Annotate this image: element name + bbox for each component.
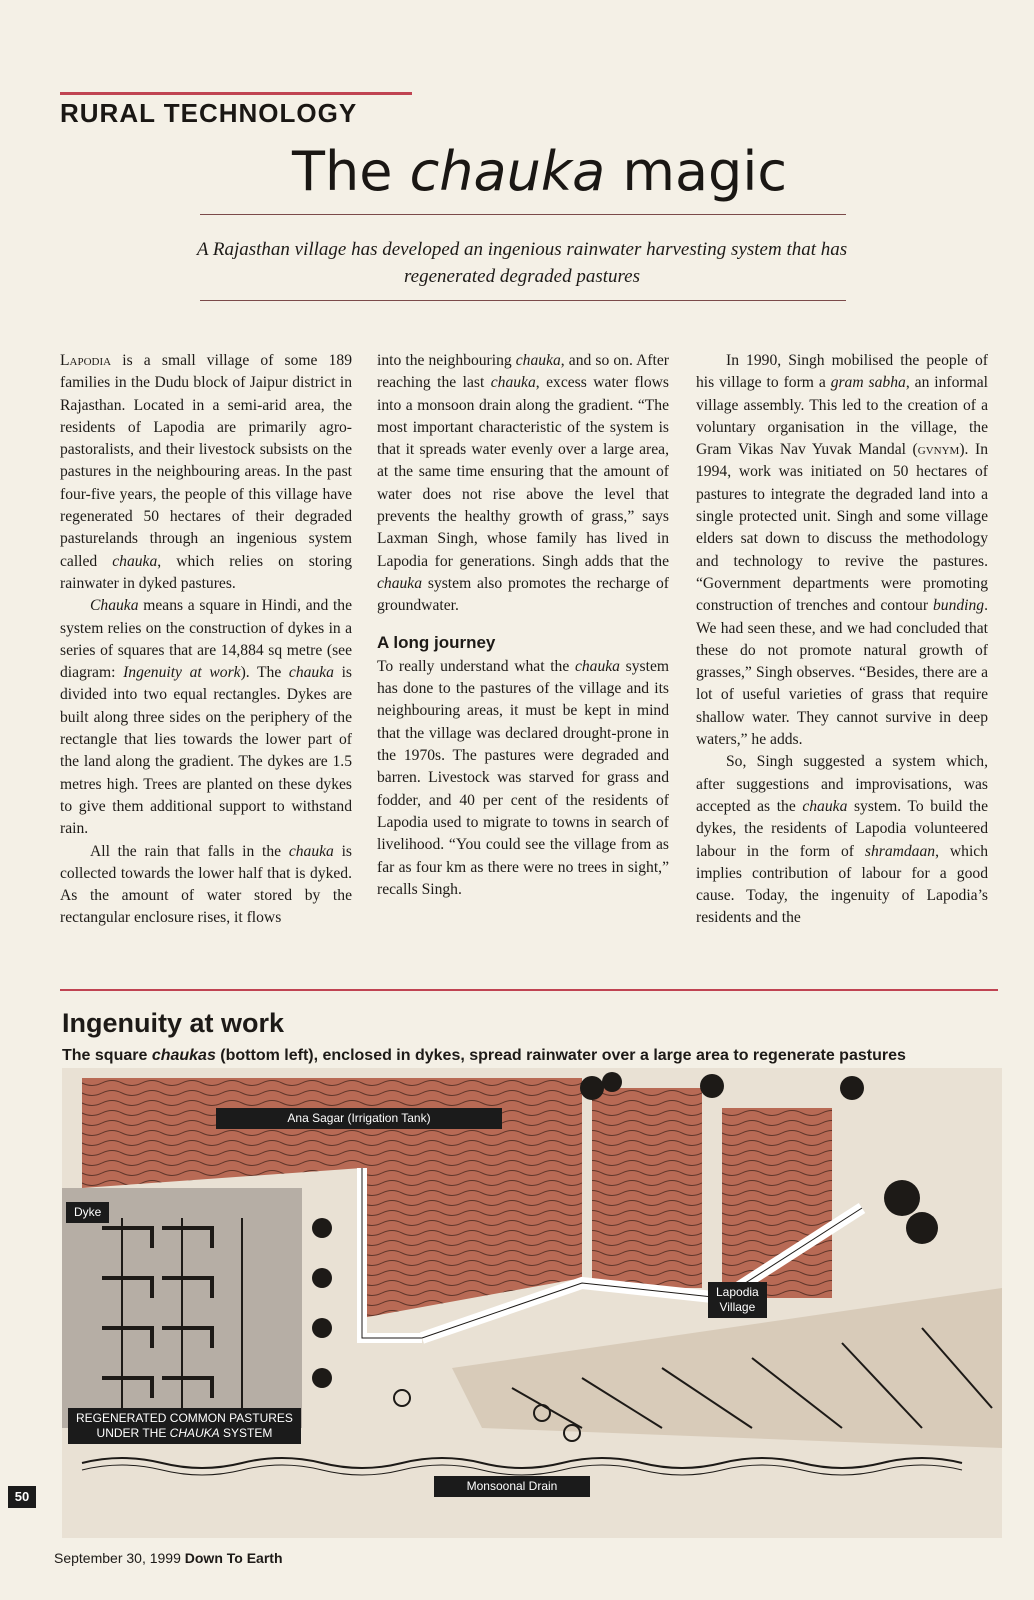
text: system. To build the dykes, the residents of Lapodia volunteered labour in the form of (696, 797, 988, 860)
text: system also promotes the recharge of groundwater. (377, 574, 669, 615)
figure-title: Ingenuity at work (62, 1008, 285, 1038)
village-label (708, 1282, 767, 1318)
abbreviation: gvnym (917, 441, 960, 459)
term: shramdaan (864, 842, 936, 860)
term: chauka (288, 664, 334, 682)
paragraph (377, 656, 669, 901)
diagram-illustration (62, 1068, 1002, 1538)
footer-date: September 30, 1999 (54, 1550, 185, 1566)
figure-reference: Ingenuity at work (123, 664, 241, 682)
text: In 1990, Singh mobilised the people of his village to form a (696, 352, 988, 392)
term: chauka (377, 574, 423, 592)
village-label-line: Lapodia (716, 1285, 759, 1299)
term: gram sabha (830, 374, 906, 392)
article-column-2 (377, 350, 669, 901)
text: system has done to the pastures of the village and its neighbouring areas, it must be kept in mind that the village was declared drought-prone in the 1970s. The pastures were degraded and barren. Livestock was starved for grass and fodder, and 40 per cent of the residents of Lapodia used to migrate to towns in search of livelihood. “You could see the village from as far as four km as there were no trees in sight,” recalls Singh. (377, 657, 669, 898)
term: CHAUKA (169, 1426, 220, 1440)
text: , which relies on storing rainwater in dyked pastures. (60, 552, 353, 592)
pastures-label-line (76, 1426, 293, 1441)
term: chauka (574, 657, 620, 675)
term: chauka (288, 842, 334, 860)
text: is a small village of some 189 families in the Dudu block of Jaipur district in Rajasthan. Located in a semi-arid area, the residents of Lapodia are primarily agro-pastoralists, and their livestock subsists on the pastures in the neighbouring areas. In the past four-five years, the people of this village have regenerated 50 hectares of their degraded pasturelands through an ingenious system called (60, 352, 352, 570)
paragraph (60, 595, 352, 840)
village-label-line: Village (719, 1300, 756, 1314)
headline (292, 140, 787, 203)
paragraph (60, 841, 352, 930)
text: ). In 1994, work was initiated on 50 hectares of pastures to integrate the degraded land into a single protected unit. Singh and some village elders sat down to discuss the methodology and technology to revive the pastures. “Government departments were promoting construction of trenches and contour (696, 441, 988, 615)
figure-rule (60, 989, 998, 991)
text: The square (62, 1047, 152, 1064)
paragraph (696, 751, 988, 929)
footer-publication: Down To Earth (184, 1550, 283, 1566)
term: chauka (490, 374, 536, 392)
text: ). The (240, 664, 289, 682)
text: into the neighbouring (377, 352, 516, 369)
headline-part: The (292, 140, 410, 203)
text: All the rain that falls in the (90, 842, 289, 860)
lead-word: Lapodia (60, 352, 112, 369)
pastures-label-line: REGENERATED COMMON PASTURES (76, 1411, 293, 1425)
headline-emphasis: chauka (409, 140, 606, 203)
text: UNDER THE (96, 1426, 170, 1440)
text: is divided into two equal rectangles. Dykes are built along three sides on the periphery of the rectangle that lies towards the lower part of the land along the gradient. The dykes are 1.5 metres high. Trees are planted on these dykes to give them additional support to withstand rain. (60, 664, 352, 838)
standfirst: A Rajasthan village has developed an ingenious rainwater harvesting system that has regenerated degraded pastures (196, 239, 848, 287)
text: is collected towards the lower half that is dyked. As the amount of water stored by the rectangular enclosure rises, it flows (60, 842, 352, 927)
text: means a square in Hindi, and the system relies on the construction of dykes in a series of squares that are 14,884 sq metre (see diagram: (60, 597, 352, 682)
footer (54, 1550, 283, 1566)
tank-label: Ana Sagar (Irrigation Tank) (216, 1108, 502, 1129)
text: To really understand what the (377, 657, 575, 675)
pasture-strip-texture (592, 1088, 702, 1288)
term: chaukas (151, 1047, 216, 1064)
text: , an informal village assembly. This led to the creation of a voluntary organisation in the village, the Gram Vikas Nav Yuvak Mandal ( (696, 374, 988, 459)
paragraph (377, 350, 669, 618)
text: , and so on. After reaching the last (377, 352, 669, 392)
headline-part: magic (605, 140, 788, 203)
standfirst-rule (200, 300, 846, 301)
page-number: 50 (8, 1486, 36, 1508)
term: chauka (112, 552, 158, 570)
section-rule (60, 92, 412, 95)
article-column-3 (696, 350, 988, 930)
chauka-diagram (62, 1068, 1002, 1538)
text: So, Singh suggested a system which, after suggestions and improvisations, was accepted as the (696, 753, 988, 815)
text: , which implies contribution of labour for a good cause. Today, the ingenuity of Lapodia’s residents and the (696, 842, 988, 927)
paragraph (696, 350, 988, 751)
text: (bottom left), enclosed in dykes, spread rainwater over a large area to regenerate pastures (215, 1047, 906, 1064)
term: chauka (515, 352, 561, 369)
subheading: A long journey (377, 632, 496, 652)
term: bunding (932, 597, 985, 615)
text: SYSTEM (219, 1426, 273, 1440)
pastures-label (68, 1408, 301, 1444)
figure-caption (62, 1047, 906, 1065)
article-column-1 (60, 350, 352, 930)
drain-label: Monsoonal Drain (434, 1476, 590, 1497)
term: Chauka (90, 597, 139, 615)
paragraph (60, 350, 352, 595)
section-label: RURAL TECHNOLOGY (60, 98, 358, 128)
title-rule (200, 214, 846, 215)
term: chauka (802, 797, 848, 815)
dyke-label: Dyke (66, 1202, 109, 1223)
text: . We had seen these, and we had concluded that these do not promote natural growth of grasses,” Singh observes. “Besides, there are a lot of useful varieties of grass that require shallow water. They cannot survive in deep waters,” he adds. (696, 597, 988, 749)
text: , excess water flows into a monsoon drain along the gradient. “The most important characteristic of the system is that it spreads water evenly over a large area, at the same time ensuring that the amount of water does not rise above the level that prevents the healthy growth of grass,” says Laxman Singh, whose family has lived in Lapodia for generations. Singh adds that the (377, 374, 669, 570)
